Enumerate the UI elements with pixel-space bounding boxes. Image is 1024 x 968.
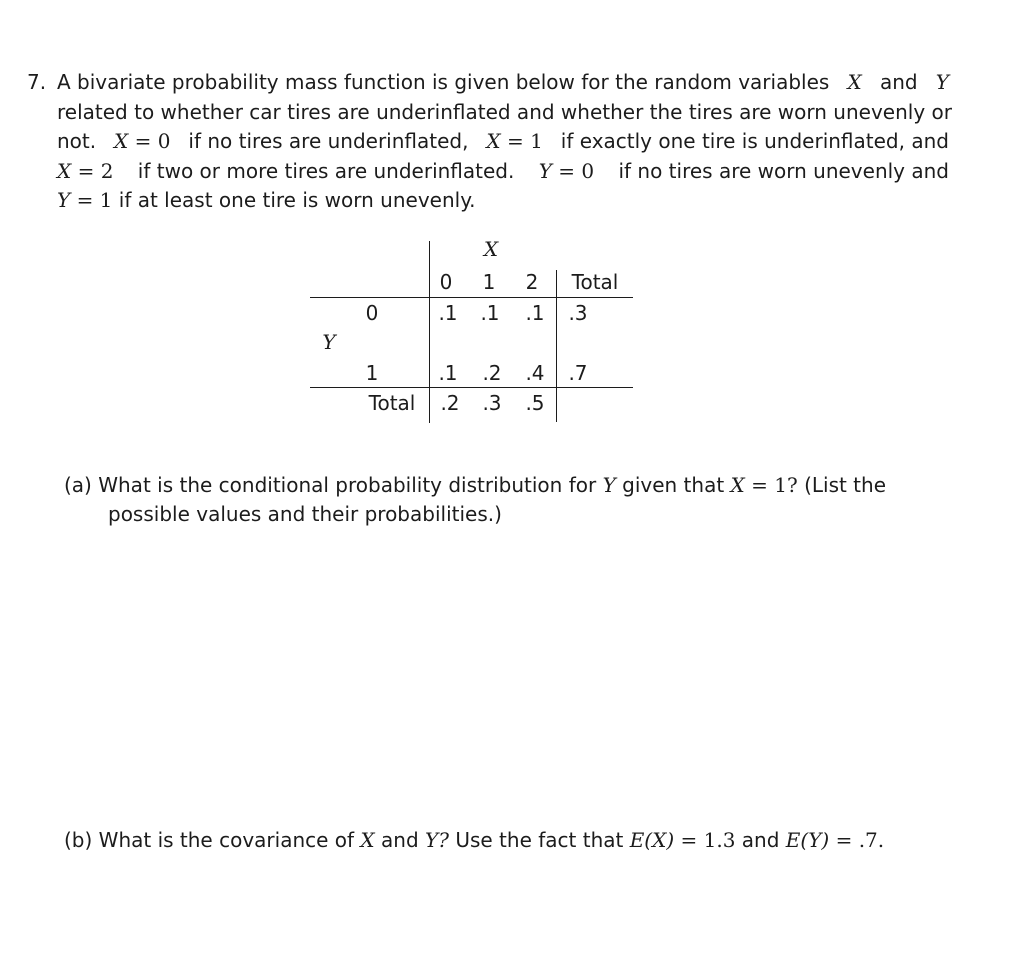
part-a-label: (a) bbox=[64, 473, 92, 497]
x-variable-label: X bbox=[483, 237, 499, 261]
cell-y0-x0: .1 bbox=[438, 301, 458, 325]
cell-y1-x2: .4 bbox=[525, 361, 545, 385]
problem-number: 7. bbox=[27, 70, 47, 94]
part-b-question: (b) What is the covariance of X and Y? Use the fact that E(X) = 1.3 and E(Y) = .7. bbox=[64, 828, 885, 852]
row-total-y0: .3 bbox=[568, 301, 588, 325]
x-header-2: 2 bbox=[525, 270, 539, 294]
statement-line-3: not. X = 0 if no tires are underinflated, X = 1 if exactly one tire is underinflated, and bbox=[57, 129, 949, 153]
cell-y1-x1: .2 bbox=[482, 361, 502, 385]
table-header-rule bbox=[310, 297, 633, 298]
col-total-x1: .3 bbox=[482, 391, 502, 415]
table-total-rule bbox=[556, 270, 557, 422]
row-total-header: Total bbox=[571, 270, 619, 294]
col-total-x2: .5 bbox=[525, 391, 545, 415]
y-variable-label: Y bbox=[322, 330, 336, 354]
row-total-y1: .7 bbox=[568, 361, 588, 385]
statement-line-1: A bivariate probability mass function is given below for the random variables X and Y bbox=[57, 70, 949, 94]
statement-line-4: X = 2 if two or more tires are underinflated. Y = 0 if no tires are worn unevenly and bbox=[57, 158, 949, 183]
y-value-1: 1 bbox=[365, 361, 379, 385]
x-header-1: 1 bbox=[482, 270, 496, 294]
col-total-label: Total bbox=[368, 391, 416, 415]
col-total-x0: .2 bbox=[440, 391, 460, 415]
table-total-row-rule bbox=[310, 387, 633, 388]
part-b-label: (b) bbox=[64, 828, 93, 852]
statement-line-5: Y = 1 if at least one tire is worn unevenly. bbox=[57, 188, 476, 212]
x-header-0: 0 bbox=[439, 270, 453, 294]
table-left-rule bbox=[429, 241, 430, 423]
cell-y0-x1: .1 bbox=[480, 301, 500, 325]
y-value-0: 0 bbox=[365, 301, 379, 325]
statement-line-2: related to whether car tires are underinflated and whether the tires are worn unevenly or bbox=[57, 99, 952, 124]
part-a-question-line-2: possible values and their probabilities.) bbox=[108, 502, 502, 526]
part-a-question: (a) What is the conditional probability distribution for Y given that X = 1? (List the bbox=[64, 473, 887, 497]
cell-y0-x2: .1 bbox=[525, 301, 545, 325]
cell-y1-x0: .1 bbox=[438, 361, 458, 385]
